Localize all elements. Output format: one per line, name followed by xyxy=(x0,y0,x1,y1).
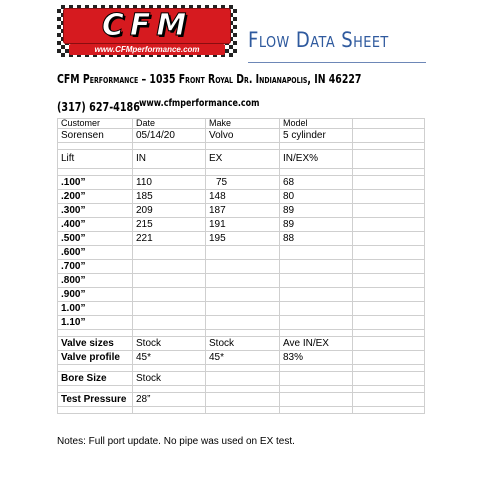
empty-cell xyxy=(206,372,280,386)
lift-value: 1.00” xyxy=(58,302,133,316)
spacer-row xyxy=(58,407,425,414)
empty-cell xyxy=(353,176,425,190)
valve-profile-ratio: 83% xyxy=(280,351,353,365)
test-pressure-value: 28” xyxy=(133,393,206,407)
notes-text: Notes: Full port update. No pipe was used on EX test. xyxy=(57,436,295,447)
ratio-value xyxy=(280,302,353,316)
ratio-value: 80 xyxy=(280,190,353,204)
flow-row xyxy=(58,190,425,204)
flow-row xyxy=(58,260,425,274)
ratio-value xyxy=(280,246,353,260)
valve-sizes-row xyxy=(58,337,425,351)
logo-letters: CFM xyxy=(101,8,193,43)
date-header: Date xyxy=(133,119,206,129)
spacer-row xyxy=(58,169,425,176)
spacer-row xyxy=(58,365,425,372)
title-underline xyxy=(248,62,426,63)
empty-cell xyxy=(206,393,280,407)
ex-value xyxy=(206,316,280,330)
ex-value xyxy=(206,274,280,288)
empty-cell xyxy=(353,119,425,129)
flow-data-table xyxy=(57,118,425,414)
ratio-value: 89 xyxy=(280,204,353,218)
customer-header: Customer xyxy=(58,119,133,129)
empty-cell xyxy=(353,372,425,386)
empty-cell xyxy=(353,190,425,204)
ex-value xyxy=(206,246,280,260)
in-value: 221 xyxy=(133,232,206,246)
bore-size-value: Stock xyxy=(133,372,206,386)
ratio-value: 68 xyxy=(280,176,353,190)
ex-value xyxy=(206,260,280,274)
in-value xyxy=(133,246,206,260)
spacer-row xyxy=(58,330,425,337)
lift-value: .300” xyxy=(58,204,133,218)
flow-row xyxy=(58,274,425,288)
make-value: Volvo xyxy=(206,129,280,143)
empty-cell xyxy=(280,393,353,407)
valve-profile-label: Valve profile xyxy=(58,351,133,365)
customer-value: Sorensen xyxy=(58,129,133,143)
ratio-value xyxy=(280,274,353,288)
in-value xyxy=(133,288,206,302)
empty-cell xyxy=(353,393,425,407)
empty-cell xyxy=(353,150,425,169)
spacer-row xyxy=(58,386,425,393)
lift-value: .400” xyxy=(58,218,133,232)
in-value xyxy=(133,302,206,316)
flow-row xyxy=(58,302,425,316)
ratio-header: IN/EX% xyxy=(280,150,353,169)
flow-row xyxy=(58,176,425,190)
empty-cell xyxy=(353,274,425,288)
lift-value: 1.10” xyxy=(58,316,133,330)
in-value: 110 xyxy=(133,176,206,190)
ratio-value: 89 xyxy=(280,218,353,232)
model-value: 5 cylinder xyxy=(280,129,353,143)
make-header: Make xyxy=(206,119,280,129)
lift-value: .200” xyxy=(58,190,133,204)
lift-value: .700” xyxy=(58,260,133,274)
empty-cell xyxy=(353,316,425,330)
in-value: 209 xyxy=(133,204,206,218)
in-value: 185 xyxy=(133,190,206,204)
valve-sizes-ratio: Ave IN/EX xyxy=(280,337,353,351)
ex-value xyxy=(206,302,280,316)
company-address: CFM Performance – 1035 Front Royal Dr. Indianapolis, IN 46227 xyxy=(57,72,362,86)
cfm-logo xyxy=(57,5,237,57)
empty-cell xyxy=(353,246,425,260)
ex-header: EX xyxy=(206,150,280,169)
empty-cell xyxy=(353,129,425,143)
info-header-row xyxy=(58,119,425,129)
valve-profile-row xyxy=(58,351,425,365)
empty-cell xyxy=(353,204,425,218)
document-title: Flow Data Sheet xyxy=(248,28,389,52)
valve-profile-in: 45* xyxy=(133,351,206,365)
lift-value: .800” xyxy=(58,274,133,288)
flow-row xyxy=(58,246,425,260)
lift-value: .100” xyxy=(58,176,133,190)
flow-row xyxy=(58,218,425,232)
ex-value: 195 xyxy=(206,232,280,246)
ex-value: 148 xyxy=(206,190,280,204)
ratio-value xyxy=(280,260,353,274)
empty-cell xyxy=(353,232,425,246)
lift-header: Lift xyxy=(58,150,133,169)
flow-row xyxy=(58,316,425,330)
empty-cell xyxy=(353,302,425,316)
company-phone: (317) 627-4186 xyxy=(57,100,140,114)
model-header: Model xyxy=(280,119,353,129)
info-value-row xyxy=(58,129,425,143)
ex-value: 187 xyxy=(206,204,280,218)
bore-size-row xyxy=(58,372,425,386)
valve-sizes-ex: Stock xyxy=(206,337,280,351)
empty-cell xyxy=(353,288,425,302)
logo-badge xyxy=(63,8,231,44)
test-pressure-label: Test Pressure xyxy=(58,393,133,407)
flow-header-row xyxy=(58,150,425,169)
flow-row xyxy=(58,232,425,246)
flow-row xyxy=(58,288,425,302)
logo-url: www.CFMperformance.com xyxy=(69,44,225,55)
in-value xyxy=(133,274,206,288)
ex-value: 75 xyxy=(206,176,280,190)
valve-sizes-label: Valve sizes xyxy=(58,337,133,351)
empty-cell xyxy=(353,218,425,232)
empty-cell xyxy=(353,337,425,351)
empty-cell xyxy=(353,260,425,274)
lift-value: .900” xyxy=(58,288,133,302)
date-value: 05/14/20 xyxy=(133,129,206,143)
valve-profile-ex: 45* xyxy=(206,351,280,365)
empty-cell xyxy=(280,372,353,386)
ex-value xyxy=(206,288,280,302)
bore-size-label: Bore Size xyxy=(58,372,133,386)
flow-row xyxy=(58,204,425,218)
ratio-value xyxy=(280,288,353,302)
spacer-row xyxy=(58,143,425,150)
ratio-value xyxy=(280,316,353,330)
in-header: IN xyxy=(133,150,206,169)
lift-value: .600” xyxy=(58,246,133,260)
contact-line xyxy=(57,98,260,114)
valve-sizes-in: Stock xyxy=(133,337,206,351)
lift-value: .500” xyxy=(58,232,133,246)
ex-value: 191 xyxy=(206,218,280,232)
company-website: www.cfmperformance.com xyxy=(139,98,260,109)
in-value xyxy=(133,316,206,330)
ratio-value: 88 xyxy=(280,232,353,246)
in-value: 215 xyxy=(133,218,206,232)
in-value xyxy=(133,260,206,274)
empty-cell xyxy=(353,351,425,365)
test-pressure-row xyxy=(58,393,425,407)
